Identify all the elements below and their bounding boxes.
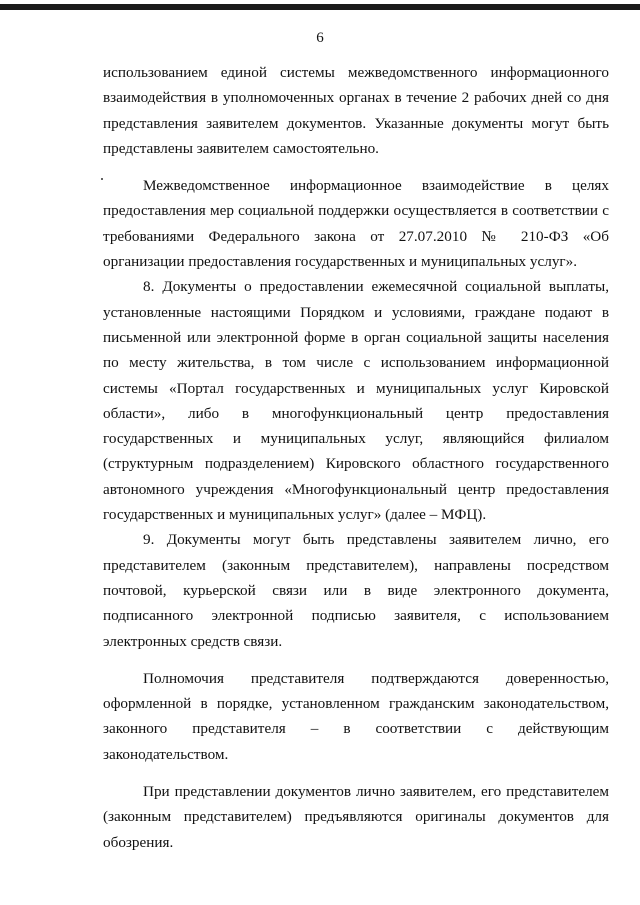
document-body	[103, 60, 609, 855]
paragraph-item-9: 9. Документы могут быть представлены заявителем лично, его представителем (законным представителем), направлены посредством почтовой, курьерской связи или в виде электронного документа, подписанного электронной подписью заявителя, с использованием электронных средств связи.	[103, 531, 609, 650]
top-border-rule	[0, 4, 640, 10]
paragraph-interdepartmental: Межведомственное информационное взаимодействие в целях предоставления мер социальной поддержки осуществляется в соответствии с требованиями Федерального закона от 27.07.2010 № 210-ФЗ «Об организации предоставления государственных и муниципальных услуг».	[103, 177, 609, 271]
paragraph-representative-authority: Полномочия представителя подтверждаются доверенностью, оформленной в порядке, установленном гражданским законодательством, законного представителя – в соответствии с действующим законодательством.	[103, 669, 609, 763]
paragraph-originals: При представлении документов лично заявителем, его представителем (законным представителем) предъявляются оригиналы документов для обозрения.	[103, 783, 609, 851]
page-number: 6	[316, 30, 324, 46]
paragraph-continuation: использованием единой системы межведомственного информационного взаимодействия в уполномоченных органах в течение 2 рабочих дней со дня представления заявителем документов. Указанные документы могут быть представлены заявителем самостоятельно.	[103, 64, 609, 157]
paragraph-item-8: 8. Документы о предоставлении ежемесячной социальной выплаты, установленные настоящими Порядком и условиями, граждане подают в письменной или электронной форме в орган социальной защиты населения по месту жительства, в том числе с использованием информационной системы «Портал государственных и муниципальных услуг Кировской области», либо в многофункциональный центр предоставления государственных и муниципальных услуг, являющийся филиалом (структурным подразделением) Кировского областного государственного автономного учреждения «Многофункциональный центр предоставления государственных и муниципальных услуг» (далее – МФЦ).	[103, 278, 609, 524]
